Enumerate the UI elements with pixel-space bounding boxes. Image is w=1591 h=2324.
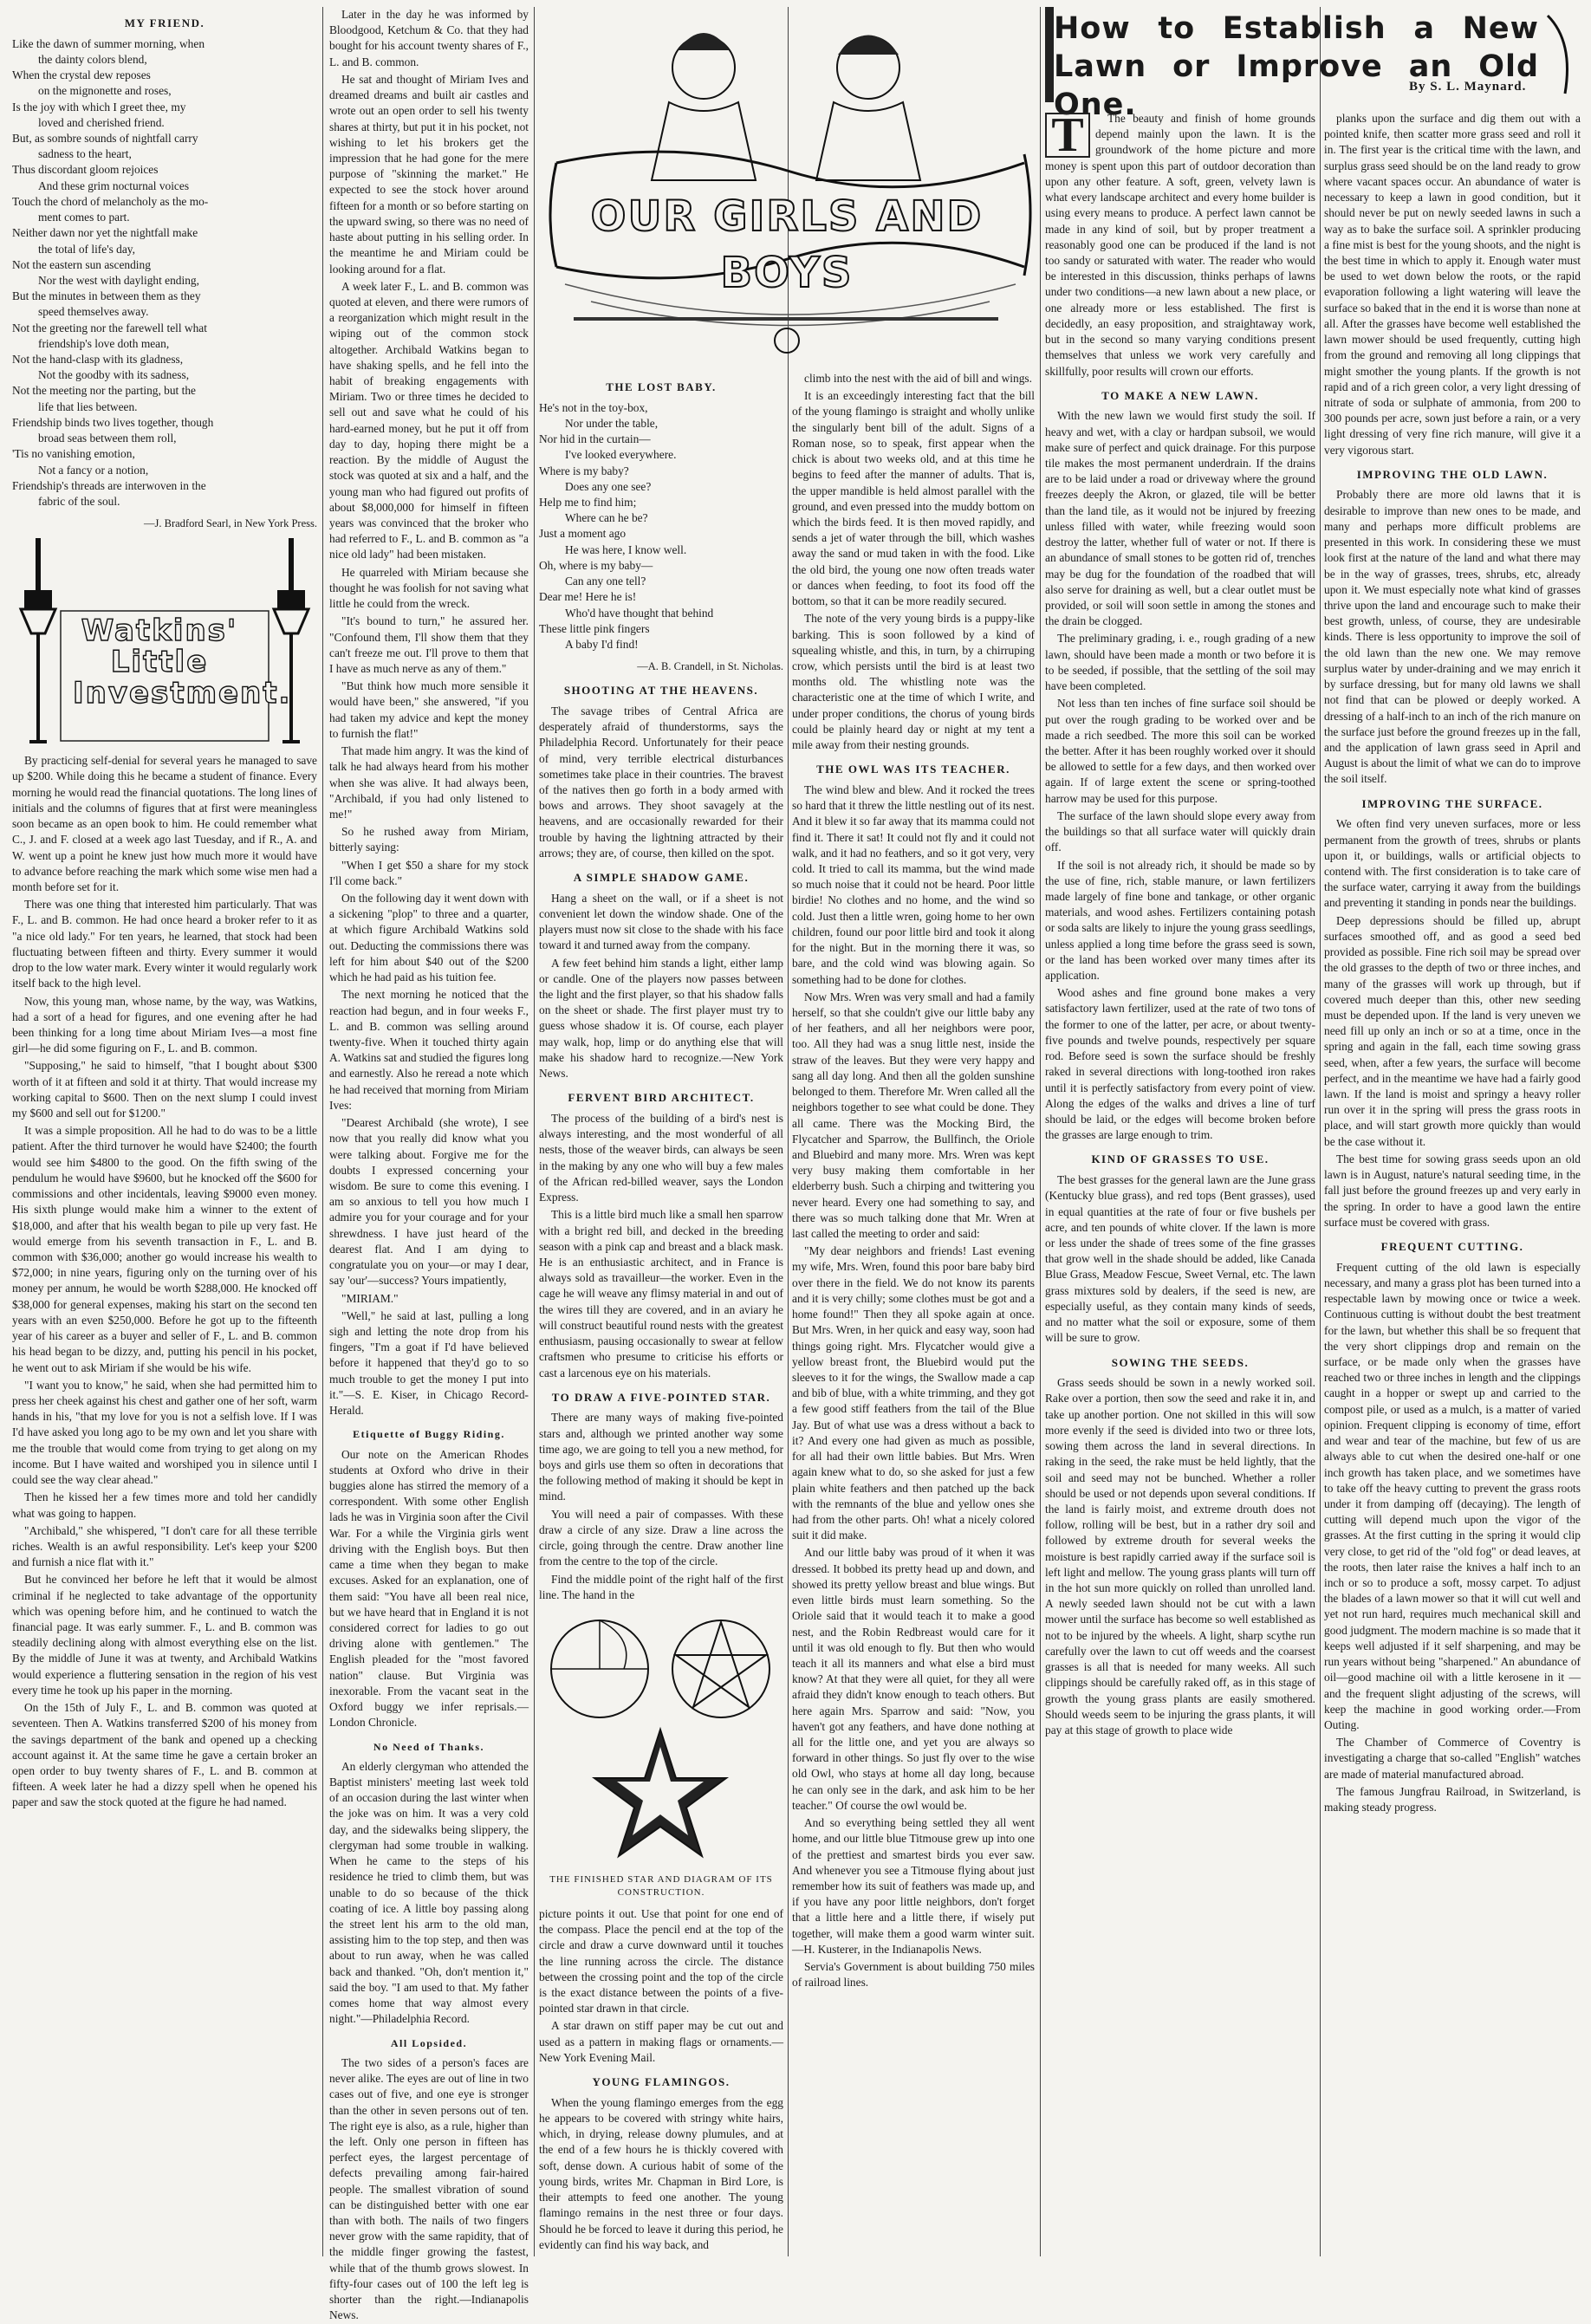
poem-line: Friendship binds two lives together, though: [12, 415, 214, 429]
lawn-headline: [1045, 7, 1581, 122]
section-heading: FERVENT BIRD ARCHITECT.: [568, 1091, 755, 1105]
star-diagram-illustration: [539, 1608, 783, 1868]
poem-line: Is the joy with which I greet thee, my: [12, 100, 186, 114]
article-paragraph: Deep depressions should be filled up, abrupt surfaces smoothed off, and as good a seed bed provided as possible. Fine rich soil may be spread over the old grasses to the depth of two or three inches, and many of the grasses will work up through, but if covered much deeper than this, other new seeding must be depended upon. If the land is very uneven we need fill up only an inch or so at a time, once in the spring and again in the fall, each time sowing grass seed, when, after a few years, the surface will become perfect, and in the meantime we have had a fairly good lawn. If the land is moist and springy a heavy roller run over it in the spring will press the grass roots in place, and will start growth more quickly than would be the case without it.: [1324, 913, 1581, 1148]
article-text: This is a little bird much like a small hen sparrow with a bright red bill, and decked in the breeding season with a pink cap and breast and a black mask. He is an enthusiastic architect, and in France is always sold as travailleur—the worker. Even in the cage he will weave any flimsy material in and out of the wires till they are covered, and in an aviary he will construct beautiful round nests with the greatest enthusiasm, pausing occasionally to swear at fellow craftsmen who presume to criticise his efforts or cast a larcenous eye on his materials.: [539, 1208, 783, 1379]
article-text: Servia's Government is about building 750 miles of railroad lines.: [792, 1960, 1035, 1990]
column-2: [329, 7, 529, 2322]
article-paragraph: And so everything being settled they all went home, and our little blue Titmouse grew up into one of the prettiest and smartest birds you ever saw. And whenever you see a Titmouse flying about just remember how its suit of feathers was made up, and if you have any poor little neighbors, don't forget that a little here and a little there, if wisely put together, will make them a good warm winter suit.—H. Kusterer, in the Indianapolis News.: [792, 1816, 1035, 1956]
surface-section: [1324, 816, 1581, 1230]
poem-line: Not the hand-clasp with its gladness,: [12, 353, 184, 367]
flamingo-continuation: [792, 371, 1035, 753]
column-rule: [1040, 7, 1041, 2256]
story-paragraph: So he rushed away from Miriam, bitterly saying:: [329, 825, 529, 854]
banner-title: OUR GIRLS AND BOYS: [590, 192, 984, 298]
column-rule: [322, 7, 323, 2256]
poem-title: MY FRIEND.: [124, 16, 205, 29]
poem-line: 'Tis no vanishing emotion,: [12, 447, 135, 461]
story-paragraph: But he convinced her before he left that it would be almost criminal if he neglected to take advantage of the opportunity which was opening before him, and he continued to watch the financial page. It was early summer. F., L. and B. common was steadily declining along with almost everything else on the list. By the middle of June it was at twenty, and Archibald Watkins would experience a fluttering sensation in the region of his vest every time he took up his paper in the morning.: [12, 1573, 317, 1697]
section-heading: SOWING THE SEEDS.: [1111, 1355, 1250, 1369]
story-paragraph: The next morning he noticed that the reaction had begun, and in four weeks F., L. and B. common was selling around twenty-five. When it touched thirty again A. Watkins sat and studied the figures long and earnestly. Also he reread a note which he had received that morning from Miriam Ives:: [329, 988, 529, 1112]
article-paragraph: It is an exceedingly interesting fact that the bill of the young flamingo is straight and wholly unlike the singularly bent bill of the adult. Signs of a Roman nose, so to speak, first appear when the chick is about two weeks old, and at this time he begins to feed after the manner of adults. That is, the upper mandible is held almost parallel with the ground, and even pressed into the muddy bottom on which the birds feed. It is then moved rapidly, and sends a jet of water through the bill, which washes away the sand or mud taken in with the food. Like the old bird, the young one now often treads water or dances when feeding, to foot its food off the bottom, so that it can be more readily secured.: [792, 389, 1035, 608]
section-heading: SHOOTING AT THE HEAVENS.: [563, 684, 759, 698]
poem-line: Just a moment ago: [539, 527, 627, 541]
story-paragraph: "Well," he said at last, pulling a long sigh and letting the note drop from his fingers, "I'm a goat if I'd have believed before it happened that they'd go to so much trouble to get the money I put into it."—S. E. Kiser, in Chicago Record-Herald.: [329, 1308, 529, 1418]
article-paragraph: The note of the very young birds is a puppy-like barking. This is soon followed by a kind of squealing whistle, and this, in turn, by a chirruping crow, which persists until the bird is at least two months old. The whistling note was the characteristic one at the time of which I write, and under proper conditions, the chorus of young birds could be plainly heard day or night at my tent a mile away from their nesting grounds.: [792, 612, 1035, 752]
story-paragraph: A week later F., L. and B. common was quoted at eleven, and there were rumors of a reorganization which might result in the wiping out of the common stock altogether. Archibald Watkins began to have shaking spells, and he fell into the habit of breaking engagements with Miriam. Two or three times he decided to sell out and save what he could of his hard-earned money, but he put it off from day to day, hoping there might be a reaction. By the middle of August the stock was quoted at six and a half, and the young man who had figured out profits of about $8,000,000 for himself in fifteen years was convinced that the broker who had referred to F., L. and B. common as "a nice old lady" had been mistaken.: [329, 279, 529, 562]
poem-line: Thus discordant gloom rejoices: [12, 163, 159, 177]
new-lawn-section: [1045, 408, 1315, 1143]
column-4: [792, 371, 1035, 1993]
section-heading: KIND OF GRASSES TO USE.: [1091, 1152, 1270, 1166]
kind-grasses-section: [1045, 1172, 1315, 1346]
poem-line: He's not in the toy-box,: [539, 400, 648, 414]
poem-line: ment comes to part.: [38, 211, 130, 224]
section-heading: TO DRAW A FIVE-POINTED STAR.: [551, 1390, 771, 1404]
article-text: An elderly clergyman who attended the Baptist ministers' meeting last week told of an occasion during the last winter when the joke was on him. It was a very cold day, and the sidewalks being slippery, the clergyman had some trouble in walking. When he came to the steps of his residence he tried to climb them, but was unable to do so because of the thick coating of ice. A little boy passing along the street lent his arm to the old man, assisting him to the top step, and then was about to run away, when he was called back and thanked. "Oh, don't mention it," said the boy. "I am used to that. My father comes home that way almost every night."—Philadelphia Record.: [329, 1759, 529, 2026]
section-heading: A SIMPLE SHADOW GAME.: [573, 871, 750, 885]
story-title-line: Investment.: [73, 675, 292, 711]
article-paragraph: Now Mrs. Wren was very small and had a family herself, so that she couldn't give our little baby any of her feathers, and all her neighbors were poor, too. All they had was a snug little nest, inside the straw of the leaves. But they were very happy and sang all day long. And then all the golden sunshine belonged to them. Therefore Mr. Wren called all the neighbors together to see what could be done. They all came. There was the Mocking Bird, the Flycatcher and Sparrow, the Bullfinch, the Oriole and Bluebird and many more. Mrs. Wren was kept very busy making them comfortable in her elderberry bush. Such a chirping and twittering you never heard. Every one had something to say, and there was so much talking done that Mr. Wren at last called the meeting to order and said:: [792, 990, 1035, 1241]
column-1: [12, 7, 317, 2256]
story-paragraph: "But think how much more sensible it would have been," she answered, "if you had taken my advice and kept the money to furnish the flat!": [329, 679, 529, 740]
article-paragraph: We often find very uneven surfaces, more or less permanent from the growth of trees, shrubs or plants upon it, or buildings, walls or artificial objects to contend with. The first consideration is to take care of the surface water, carrying it away from the buildings and preventing it standing in ponds near the buildings.: [1324, 817, 1581, 910]
owl-story: [792, 782, 1035, 1957]
article-paragraph: Frequent cutting of the old lawn is especially necessary, and many a grass plot has been turned into a respectable lawn by mowing once or twice a week. Continuous cutting is without doubt the best treatment for the lawn, but whether this shall be so frequent that the very short clippings drop and remain on the surface, or be made only when the grasses have reached two or three inches in length and the clippings caught in a hopper or swept up and carried to the compost pile, or used as a mulch, is a matter of varied opinion. Frequent clipping is economy of time, effort and wear and tear of the machine, but few of us are always able to cut when the desired one-half or one inch growth has taken place, and we sometimes have to take off the heavy cutting to prevent the grass roots under it from damping off (decaying). The length of cutting will depend much upon the vigor of the grasses. At the first cutting in the spring it would clip very close, to get rid of the "old fog" or dead leaves, at the roots, then later raise the knives a half inch to an inch or so to produce a soft, mossy carpet. To adjust the blades of a lawn mower so that it will cut well and yet not run hard, requires much mechanical skill and good judgment. The modern machine is so made that it keeps well adjusted if it self sharpening, and may be run years without being "sharpened." An abundance of oil—good machine oil with a little kerosene in it —and the frequent slight adjusting of the screws, will keep the machine in good working order.—From Outing.: [1324, 1260, 1581, 1732]
poem-line: Does any one see?: [565, 479, 652, 493]
article-text: A few feet behind him stands a light, either lamp or candle. One of the players now passes between the light and the first player, so that his shadow falls on the sheet or shade. The first player must try to guess whose shadow it is. Of course, each player may walk, hop, limp or do anything else that will make his shadow hard to recognize.—New York News.: [539, 956, 783, 1081]
article-text: Find the middle point of the right half of the first line. The hand in the: [539, 1572, 783, 1601]
story-paragraph: Now, this young man, whose name, by the way, was Watkins, had a sort of a head for figures, and one evening after he had been thinking for a long time about Miriam Ives—a most fine girl—he did some figuring on F., L. and B. common.: [12, 994, 317, 1055]
poem-line: Oh, where is my baby—: [539, 558, 653, 572]
poem-line: When the crystal dew reposes: [12, 68, 151, 82]
poem-line: speed themselves away.: [38, 305, 149, 319]
story-paragraph: "When I get $50 a share for my stock I'll come back.": [329, 858, 529, 887]
story-paragraph: On the following day it went down with a sickening "plop" to three and a quarter, at which figure Archibald Watkins sold out. Deducting the commissions there was left for him about $40 out of the $200 which he had paid as his tuition fee.: [329, 892, 529, 984]
story-title-illustration: [12, 538, 317, 746]
article-paragraph: Grass seeds should be sown in a newly worked soil. Rake over a portion, then sow the seed and rake it in, and take up another portion. One not skilled in this will sow more evenly if the seed is divided into two or three lots, sowing them across the land in several directions. In raking in the seed, the rake must be held lightly, that the soil and seed may not be bunched. Whether a roller should be used or not depends upon several conditions. If the land is fairly moist, and extreme drouth does not follow, rolling will be best, but in a rather dry soil and followed by extreme drouth for several weeks the moisture is best rapidly carried away if the surface soil is left light and mellow. The young grass plants will turn off in the hot sun more quickly on rolled than unrolled land. A newly seeded lawn should not be cut with a lawn mower until the surface has become so well established as not to be injured by the wheels. A light, sharp scythe run carefully over the lawn to cut off weeds and the coarsest grasses is all that is needed for many weeks. All such clippings should be carefully raked off, as in this stage of growth the young grass plants are easily smothered. Should weeds seem to be injuring the grass plants, it will pay at this stage of growth to place wide: [1045, 1376, 1315, 1737]
star-diagram: [539, 1608, 783, 1868]
article-text: Our note on the American Rhodes students at Oxford who drive in their buggies alone has stirred the memory of a correspondent. With some other English lads he was in Virginia soon after the Civil War. For a while the Virginia girls went driving with the English boys. But then came a time when they began to make excuses. Asked for an explanation, one of them said: "You have all been real nice, but we have heard that in England it is not considered correct for ladies to go out driving alone with gentlemen." The English pleaded for the "most favored nation" clause. But Virginia was inexorable. From the vacant seat in the Oxford buggy we infer reprisals.—London Chronicle.: [329, 1447, 529, 1730]
poem-credit: —J. Bradford Searl, in New York Press.: [144, 517, 317, 530]
article-text: Hang a sheet on the wall, or if a sheet is not convenient let down the window shade. One of the players must now sit close to the shade with his face toward it and turned away from the company.: [539, 891, 783, 952]
poem-line: These little pink fingers: [539, 621, 650, 635]
children-banner: [539, 7, 1035, 362]
story-paragraph: There was one thing that interested him particularly. That was F., L. and B. common. He had once heard a broker refer to it as "a nice old lady." For ten years, he learned, that stock had been fluctuating between fifteen and thirty. Every summer it would drop to the low water mark. Every winter it would regularly work itself back to the high level.: [12, 898, 317, 990]
story-paragraph: "Supposing," he said to himself, "that I bought about $300 worth of it at fifteen and sold it at thirty. That would increase my working capital to $600. Then on the next slump I could invest my $600 and sell out for $1200.": [12, 1059, 317, 1120]
poem-line: loved and cherished friend.: [38, 115, 165, 129]
article-paragraph: The Chamber of Commerce of Coventry is investigating a charge that so-called "English" watches are made of material manufactured abroad.: [1324, 1736, 1581, 1781]
poem-line: Can any one tell?: [565, 575, 646, 588]
poem-line: Not the eastern sun ascending: [12, 257, 151, 271]
poem-line: on the mignonette and roses,: [38, 84, 172, 98]
poem-line: And these grim nocturnal voices: [38, 179, 190, 192]
story-paragraph: That made him angry. It was the kind of talk he had always heard from his mother when she was alive. It had always been, "Archibald, if you had only listened to me!": [329, 744, 529, 821]
poem-line: But the minutes in between them as they: [12, 289, 201, 303]
story-paragraph: "MIRIAM.": [341, 1291, 399, 1305]
poem-line: Not the goodby with its sadness,: [38, 368, 190, 382]
article-paragraph: If the soil is not already rich, it should be made so by the use of fine, rich, stable manure, or lawn fertilizers made largely of fine bone and tankage, or other organic materials, and wood ashes. Fertilizers containing potash or soda salts are likely to injure the young grass seedlings, unless applied a long time before the grass seed is sown, or the land has been worked over many times after its application.: [1045, 858, 1316, 983]
story-body: [12, 753, 317, 1810]
article-paragraph: planks upon the surface and dig them out with a pointed knife, then scatter more grass seed and roll it in. The first year is the critical time with the lawn, and surplus grass seed should be on the land ready to grow where vacant spaces occur. An abundance of water is necessary to keep a lawn in good condition, but it should never be put on newly seeded lawns in such a way as to bake the surface soil. A sprinkler producing a fine mist is best for the young shoots, and the night is the best time in which to apply it. Enough water must be used to wet down below the roots, or the rapid evaporation following a light watering will leave the surface so baked that in the end it is worse than none at all. After the grasses have become well established the lawn mower should be used frequently, cutting high from the ground and removing all long clippings that might smother the young plants. If the growth is not rapid and of a rich green color, a very light dressing of nitrate of soda or sulphate of ammonia, from 200 to 300 pounds per acre, sown just before a rain, or a very light dressing of very fine rich manure, will give it a very vigorous start.: [1324, 112, 1581, 457]
poem-line: Like the dawn of summer morning, when: [12, 36, 205, 50]
story-paragraph: "I want you to know," he said, when she had permitted him to press her cheek against his chest and gather one of her soft, warm hands in his, "that my love for you is not a selfish love. If I was I'd have asked you long ago to be my own and let you share with me the trouble that would come from trying to get along on my income. But I have waited and worshiped you in silence until I could see the way clear ahead.": [12, 1378, 317, 1487]
children-section: [539, 7, 1035, 2256]
section-heading: Etiquette of Buggy Riding.: [353, 1428, 505, 1441]
section-heading: YOUNG FLAMINGOS.: [592, 2075, 731, 2089]
poem-line: Not the meeting nor the parting, but the: [12, 384, 196, 398]
story-paragraph: Then he kissed her a few times more and told her candidly what was going to happen.: [12, 1490, 317, 1520]
article-paragraph: The best time for sowing grass seeds upon an old lawn is in August, nature's natural seeding time, in the fall just before the ground freezes up and very early in the spring. In order to have a good lawn the entire surface must be covered with grass.: [1324, 1152, 1581, 1229]
drop-cap: T: [1045, 113, 1090, 158]
banner-illustration: [539, 7, 1035, 362]
poem-line: Nor under the table,: [565, 416, 659, 430]
article-paragraph: The best grasses for the general lawn are the June grass (Kentucky blue grass), and red tops (Bent grasses), used in equal quantities at the rate of four or five bushels per acre, and ten pounds of white clover. If the lawn is more or less under the shade of trees some of the fine grasses that grow well in the shade should be added, like Canada Blue Grass, Meadow Fescue, Sweet Vernal, etc. The lawn grass mixtures sold by dealers, if the seed is new, are especially useful, as they contain many kinds of seeds, and no matter what the soil or exposure, some of them will be sure to grow.: [1045, 1173, 1315, 1345]
column-6: [1324, 111, 1581, 1817]
poem-line: Friendship's threads are interwoven in the: [12, 478, 206, 492]
article-paragraph: Wood ashes and fine ground bone makes a very satisfactory lawn fertilizer, used at the rate of two tons of the former to one of the latter, per acre, or about twenty-five pounds and twelve pounds, respectively per square rod. Before seed is sown the surface should be freshly raked in several directions with long-toothed iron rakes until it is perfectly satisfactory from every point of view. Along the edges of the walks and drives a line of turf should be laid, or the edges will become broken before the grasses are large enough to trim.: [1045, 986, 1315, 1142]
poem-line: Where is my baby?: [539, 464, 629, 477]
article-paragraph: The surface of the lawn should slope every away from the buildings so that all surface water will quickly drain off.: [1045, 808, 1315, 854]
article-paragraph: Not less than ten inches of fine surface soil should be put over the rough grading to be worked over and be made a rich seedbed. The more this soil can be worked the better. After it has been roughly worked over it should be allowed to settle for a few days, and then worked over again. If of large extent the scene or spring-toothed harrow may be used for this purpose.: [1045, 697, 1315, 805]
article-text: A star drawn on stiff paper may be cut out and used as a pattern in making flags or ornaments.—New York Evening Mail.: [539, 2019, 783, 2064]
byline: By S. L. Maynard.: [1409, 80, 1527, 94]
article-paragraph: With the new lawn we would first study the soil. If heavy and wet, with a clay or hardpan subsoil, we would make sure of perfect and quick drainage. For this purpose tile makes the most permanent underdrain. If the drains are to be laid under a road or driveway where the ground freezes deeply the Akron, or glazed, tile will be better than the land tile, as it would not be injured by freezing unless filled with water, while freezing would soon destroy the latter, whether full of water or not. If there is an abundance of small stones to be gotten rid of, trenches may be dug for the foundation of the roadbed that will also serve for draining as well, but a clear outlet must be provided, or soil will soon settle in among the stones and the drain be clogged.: [1045, 409, 1315, 628]
lawn-title: How to Establish a New Lawn or Improve an Old One.: [1054, 11, 1539, 122]
article-paragraph: The wind blew and blew. And it rocked the trees so hard that it threw the little nestling out of its nest. And it blew it so far away that its mamma could not find it. There it sat! It could not fly and it could not walk, and it had no feathers, and so it got very, very cold. It tried to call its mamma, but the wind made so much noise that it could not be heard. Poor little birdie! No clothes and no home, and the wind so cold. Just then a little wren, going home to her own children, found our poor little bird and took it along for the night. But in the morning there it was, so bare, and the cold wind was blowing again. So something had to be done for clothes.: [792, 782, 1035, 986]
poem-line: the total of life's day,: [38, 242, 135, 256]
article-text: The process of the building of a bird's nest is always interesting, and the most wonderful of all nests, those of the weaver birds, can always be seen in the making by any one who will buy a few males of the African red-billed weaver, says the London Express.: [539, 1112, 783, 1204]
poem-line: the dainty colors blend,: [38, 52, 147, 66]
section-heading: No Need of Thanks.: [373, 1740, 485, 1753]
poem-line: friendship's love doth mean,: [38, 336, 170, 350]
story-paragraph: He sat and thought of Miriam Ives and dreamed dreams and built air castles and wrote out an open order to sell his twenty shares at thirty, but put it in his pocket, not wishing to let his brokers get the impression that he had gone for the mere purpose of "skinning the market." He expected to see the stock hover around fifteen for a month or so before starting on the upward swing, so there was no need of haste about putting in his selling order. In the meantime he and Miriam could be looking around for a flat.: [329, 72, 529, 276]
poem-credit: —A. B. Crandell, in St. Nicholas.: [637, 660, 783, 673]
lawn-continuation: [1324, 111, 1581, 458]
story-paragraph: On the 15th of July F., L. and B. common was quoted at seventeen. Then A. Watkins transferred $200 of his money from the savings department of the bank and opened up a checking account against it. At the same time he gave a certain broker an open order to buy twenty shares of F., L. and B. common at fifteen. A week later he had a dizzy spell when he opened his paper and saw the stock quoted at the figure he had named.: [12, 1701, 317, 1809]
section-heading: FREQUENT CUTTING.: [1380, 1240, 1524, 1253]
poem-line: Not a fancy or a notion,: [38, 463, 149, 477]
poem-line: Who'd have thought that behind: [565, 606, 714, 620]
story-paragraph: "It's bound to turn," he assured her. "Confound them, I'll show them that they can't freeze me out. I'll prove to them that I have as much nerve as any of them.": [329, 614, 529, 675]
poem-line: fabric of the soul.: [38, 495, 120, 509]
article-text: There are many ways of making five-pointed stars and, although we printed another way some time ago, we are going to tell you a new method, for boys and girls use them so often in decorations that the following method of making it should be kept in mind.: [539, 1411, 783, 1503]
section-heading: All Lopsided.: [390, 2036, 468, 2049]
poem-line: life that lies between.: [38, 399, 138, 413]
article-text: The savage tribes of Central Africa are desperately afraid of thunderstorms, says the Philadelphia Record. Unfortunately for their peace of mind, very terrible electrical disturbances sometimes take place in their countries. The bravest of the natives then go forth in a body armed with bows and arrows. They shoot savagely at the heavens, and are occasionally rewarded for their trouble by having the lightning attracted by their arrows; they are, of course, then killed on the spot.: [539, 704, 783, 860]
poem-line: Where can he be?: [565, 511, 648, 525]
story-paragraph: He quarreled with Miriam because she thought he was foolish for not saving what little he could from the wreck.: [329, 565, 529, 611]
column-rule: [534, 7, 535, 2256]
section-heading: TO MAKE A NEW LAWN.: [1101, 388, 1259, 402]
article-text: When the young flamingo emerges from the egg he appears to be covered with stringy white hairs, which, in drying, release downy plumules, and at the end of a few hours he is thickly covered with soft, dense down. A curious habit of some of the young birds, writes Mr. Chapman in Bird Lore, is their attempts to feed one another. The young flamingo remains in the nest three or four days. Should he be forced to leave it during this period, he evidently can find his way back, and: [539, 2095, 783, 2251]
article-paragraph: "My dear neighbors and friends! Last evening my wife, Mrs. Wren, found this poor bare baby bird over there in the field. We do not know its parents and it is very chilly; some clothes must be got and a home found!" Then they all spoke again at once. But Mrs. Wren, in her quick and easy way, soon had things going right. Mrs. Flycatcher would give a yellow breast front, the Bluebird would put the sleeves to it for the wings, the Swallow made a cap and bib of blue, with a white trimming, and they got a few good stiff feathers from the tail of the Blue Jay. But of what use was a dress without a back to it? And every one had given as much as possible, for all had their own little babies. But Mrs. Wren again knew what to do, so she asked for just a few plain white feathers and then patched up the back with the remnants of the blue and yellow ones she had from the other parts. Oh! what a nicely colored suit it did make.: [792, 1244, 1035, 1542]
story-paragraph: By practicing self-denial for several years he managed to save up $200. While doing this he became a student of finance. Every morning he would read the financial quotations. The long lines of initials and the columns of figures that at first were meaningless soon became as an open book to him. He could remember what C., J. and F. closed at a week ago last Tuesday, and if R., A. and W. went up a point he knew just how much more it would have to advance before reaching the mark which some wise men had a month before set for it.: [12, 754, 317, 893]
cutting-section: [1324, 1260, 1581, 1816]
story-continuation: [329, 7, 529, 1418]
article-text: You will need a pair of compasses. With these draw a circle of any size. Draw a line across the circle, going through the centre. Draw another line from the centre to the top of the circle.: [539, 1507, 783, 1568]
poem-line: I've looked everywhere.: [565, 448, 677, 462]
column-3: [539, 371, 783, 2255]
poem-line: sadness to the heart,: [38, 147, 132, 161]
section-heading: IMPROVING THE OLD LAWN.: [1356, 467, 1549, 481]
figure-caption: THE FINISHED STAR AND DIAGRAM OF ITS CONSTRUCTION.: [549, 1874, 773, 1898]
poem-my-friend: [12, 36, 317, 510]
poem-line: Dear me! Here he is!: [539, 590, 637, 604]
poem-line: Not the greeting nor the farewell tell what: [12, 321, 207, 334]
story-title-line: Little: [110, 644, 209, 679]
article-paragraph: climb into the nest with the aid of bill and wings.: [804, 372, 1032, 385]
story-title-line: Watkins': [81, 613, 238, 649]
section-heading: IMPROVING THE SURFACE.: [1361, 796, 1543, 810]
poem-line: Nor hid in the curtain—: [539, 432, 651, 446]
article-paragraph: The beauty and finish of home grounds depend mainly upon the lawn. It is the groundwork of the home picture and more money is spent upon this part of outdoor decoration than upon any other feature. A soft, green, velvety lawn is what every landscape architect and every home builder is using every means to produce. A perfect lawn cannot be made in any kind of soil, but by proper treatment a reasonably good one can be produced if the land is not too sandy or saturated with water. The reader who would be interested in this discussion, thinks perhaps of lawns under two conditions—a new lawn about a new place, or one already more or less established. The first is decidedly, an easy proposition, and straightaway work, but in the second so many varying conditions present themselves that unless we work very carefully and skillfully, poor results will crown our efforts.: [1045, 112, 1315, 378]
poem-line: He was here, I know well.: [565, 542, 687, 556]
story-paragraph: It was a simple proposition. All he had to do was to be a little patient. After the third turnover he would have $2400; the fourth would see him $4800 to the good. On the fifth swing of the pendulum he would have $9600, but he knocked off the $600 for commissions and other incidentals, leaving $9000 even money. His sixth plunge would make him a winner to the extent of $18,000, and after that his wealth began to pile up very fast. He would emerge from his seventh transaction in F., L. and B. common with $36,000; another go would increase his wealth to $72,000; in nine years, figuring only on the turning over of his money per annum, he would be worth $288,000. He knocked off $38,000 for general expenses, making his start on the second ten years with an even $250,000. Before he got up to the fifteenth year of his career as a buyer and seller of F., L. and B. common his head began to be dizzy, and, putting his pencil in his pocket, he went out to ask Miriam if she would be his wife.: [12, 1124, 317, 1374]
lawn-article: [1045, 7, 1581, 2256]
poem-line: Neither dawn nor yet the nightfall make: [12, 226, 198, 240]
story-title: [73, 613, 292, 711]
sowing-section: [1045, 1375, 1315, 1738]
column-5: [1045, 108, 1316, 1740]
article-paragraph: The famous Jungfrau Railroad, in Switzerland, is making steady progress.: [1324, 1784, 1581, 1814]
story-paragraph: "Archibald," she whispered, "I don't care for all these terrible riches. Wealth is an awful responsibility. Let's keep your $200 and furnish a nice flat with it.": [12, 1523, 317, 1569]
article-text: picture points it out. Use that point for one end of the compass. Place the pencil end at the top of the circle and draw a curve downward until it touches the line running across the circle. The distance between the crossing point and the top of the circle is the exact distance between the points of a five-pointed star drawn in that circle.: [539, 1906, 783, 2016]
improve-section: [1324, 487, 1581, 787]
article-text: The two sides of a person's faces are never alike. The eyes are out of line in two cases out of five, and one eye is stronger than the other in seven persons out of ten. The right eye is also, as a rule, higher than the left. Only one person in fifteen has perfect eyes, the largest percentage of defects prevailing among fair-haired people. The smallest vibration of sound can be distinguished better with one ear than with both. The nails of two fingers never grow with the same rapidity, that of the middle finger growing the fastest, while that of the thumb grows slowest. In fifty-four cases out of 100 the left leg is shorter than the right.—Indianapolis News.: [329, 2055, 529, 2322]
poem-line: A baby I'd find!: [565, 637, 639, 651]
story-paragraph: Later in the day he was informed by Bloodgood, Ketchum & Co. that they had bought for his account twenty shares of F., L. and B. common.: [329, 8, 529, 68]
story-paragraph: "Dearest Archibald (she wrote), I see now that you really did know what you were talking about. Forgive me for the doubts I expressed concerning your wisdom. Be sure to come this evening. I am so anxious to tell you how much I admire you for your courage and for your shrewdness. I have just heard of the dearest flat. And I am dying to congratulate you on your—or may I dear, say 'our'—success? Yours impatiently,: [329, 1116, 529, 1288]
poem-line: But, as sombre sounds of nightfall carry: [12, 131, 198, 145]
poem-line: Help me to find him;: [539, 495, 637, 509]
section-heading: THE OWL WAS ITS TEACHER.: [816, 763, 1010, 776]
poem-title: THE LOST BABY.: [606, 380, 717, 393]
poem-line: broad seas between them roll,: [38, 432, 177, 445]
article-paragraph: The preliminary grading, i. e., rough grading of a new lawn, should have been made a month or two before it is to be seeded, if possible, that the settling of the soil may have been completed.: [1045, 632, 1315, 693]
poem-line: Nor the west with daylight ending,: [38, 273, 199, 287]
poem-lost-baby: [539, 400, 783, 653]
article-paragraph: Probably there are more old lawns that it is desirable to improve than new ones to be made, and many and perhaps more difficult problems are presented in this work. In considering these we must look first at the nature of the land and what there may be in the way of grasses, trees, shrubs, etc, already upon it. We must especially note what kind of grasses thrive upon the land and encourage such to make their best growth, unless, of course, they are undesirable kinds. There is less opportunity to improve the soil of the old lawn than the new one. We may remove surplus water by under-draining and we may enrich it by surface dressing, but for many old lawns we shall not find that can be plowed or deeply worked. A dressing of a half-inch to an inch of the rich manure on the surface just before the ground freezes up in the fall, and the application of lawn grass seed in April and August is about the limit of what we can do to improve the soil itself.: [1324, 488, 1581, 786]
article-paragraph: And our little baby was proud of it when it was dressed. It bobbed its pretty head up and down, and showed its pretty yellow breast and blue wings. But even little birds must learn something. So the Oriole said that it would teach it to make a good nest, and the Robin Redbreast would care for it until it was old enough to fly. But then who would teach it all its manners and what else a bird must know? At that they were all quiet, for they all were afraid they didn't know enough to teach others. But here again Mrs. Sparrow and said: "Now, you haven't got any feathers, and have done nothing at all for the little one, and yet you are always so forward in other things. So just fly over to the wise old Owl, who stays at home all day long, because he can only see in the dark, and ask him to be her teacher." Of course the owl would be.: [792, 1546, 1035, 1812]
poem-line: Touch the chord of melancholy as the mo-: [12, 194, 209, 208]
